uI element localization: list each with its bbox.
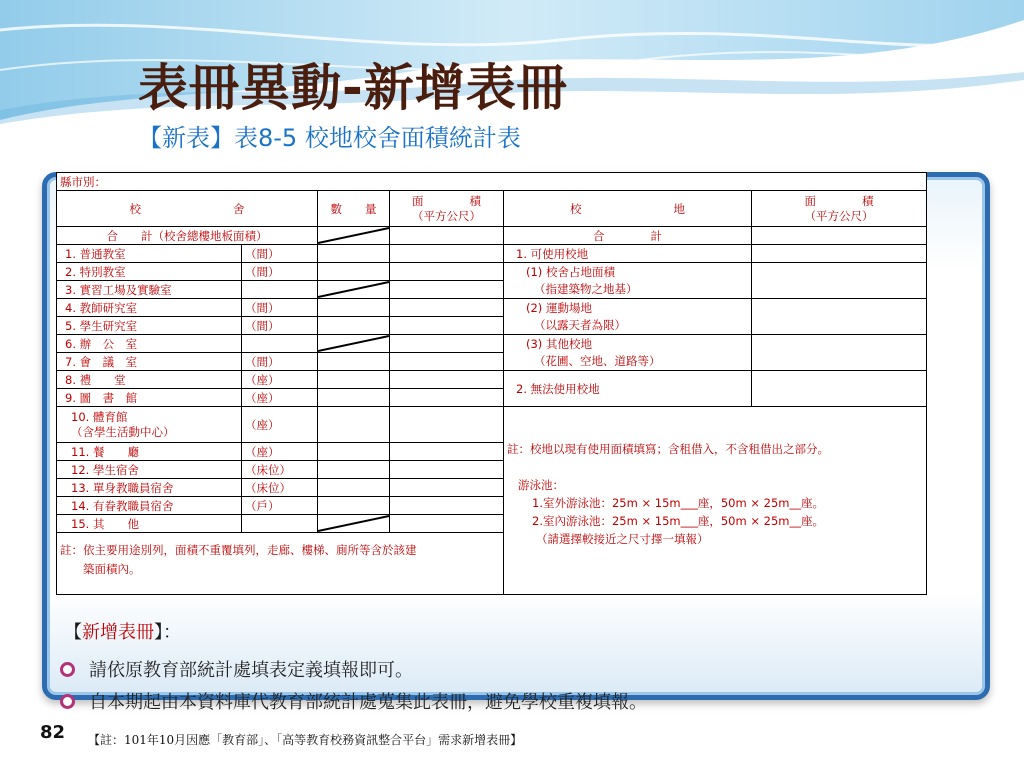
area-cell[interactable] bbox=[390, 497, 504, 515]
page-subtitle: 【新表】表8-5 校地校舍面積統計表 bbox=[138, 124, 521, 152]
new-form-heading bbox=[64, 618, 181, 644]
row-label: 12. 學生宿舍 bbox=[57, 461, 242, 479]
left-total-label: 合 計（校舍總樓地板面積） bbox=[57, 227, 318, 245]
quantity-cell[interactable] bbox=[318, 263, 390, 281]
page-number: 82 bbox=[40, 722, 66, 743]
row-label: 15. 其 他 bbox=[57, 515, 242, 533]
land-row-label: (2) 運動場地 bbox=[504, 299, 752, 317]
land-row-label: (1) 校舍占地面積 bbox=[504, 263, 752, 281]
area-cell[interactable] bbox=[390, 245, 504, 263]
row-unit: （座） bbox=[242, 389, 318, 407]
header-school-land: 校 地 bbox=[504, 191, 752, 227]
area-cell[interactable] bbox=[390, 371, 504, 389]
row-unit: （戶） bbox=[242, 497, 318, 515]
bracket-close: 】： bbox=[154, 622, 181, 643]
row-unit: （床位） bbox=[242, 461, 318, 479]
pool-indoor: 2.室內游泳池：25m × 15m___座，50m × 25m__座。 bbox=[532, 514, 824, 528]
quantity-cell[interactable] bbox=[318, 317, 390, 335]
diagonal-cell bbox=[318, 515, 390, 533]
row-unit: （間） bbox=[242, 353, 318, 371]
land-row-label: 2. 無法使用校地 bbox=[504, 371, 752, 407]
area-cell[interactable] bbox=[390, 515, 504, 533]
quantity-cell[interactable] bbox=[318, 497, 390, 515]
row-unit bbox=[242, 515, 318, 533]
row-label: 7. 會 議 室 bbox=[57, 353, 242, 371]
diagonal-cell bbox=[318, 227, 390, 245]
row-unit: （間） bbox=[242, 299, 318, 317]
header-school-building: 校 舍 bbox=[57, 191, 318, 227]
left-note: 註：依主要用途別列，面積不重覆填列，走廊、樓梯、廁所等含於該建 築面積內。 bbox=[57, 533, 504, 595]
bracket-open: 【 bbox=[64, 622, 82, 643]
row-unit: （座） bbox=[242, 407, 318, 443]
pool-title: 游泳池： bbox=[518, 478, 564, 492]
diagonal-cell bbox=[318, 281, 390, 299]
row-unit: （座） bbox=[242, 443, 318, 461]
row-label: 10. 體育館 （含學生活動中心） bbox=[57, 407, 242, 443]
footnote: 【註：101年10月因應「教育部」、「高等教育校務資訊整合平台」需求新增表冊】 bbox=[88, 733, 523, 747]
header-area-land: 面 積 （平方公尺） bbox=[752, 191, 927, 227]
left-total-area[interactable] bbox=[390, 227, 504, 245]
right-note-cell bbox=[504, 407, 927, 595]
row-label: 13. 單身教職員宿舍 bbox=[57, 479, 242, 497]
quantity-cell[interactable] bbox=[318, 371, 390, 389]
land-row-label: 1. 可使用校地 bbox=[504, 245, 752, 263]
page-title: 表冊異動-新增表冊 bbox=[138, 59, 568, 117]
area-cell[interactable] bbox=[390, 281, 504, 299]
bullet-text: 請依原教育部統計處填表定義填報即可。 bbox=[89, 660, 413, 681]
area-cell[interactable] bbox=[390, 299, 504, 317]
land-area-cell[interactable] bbox=[752, 263, 927, 299]
area-cell[interactable] bbox=[390, 335, 504, 353]
header-area: 面 積 （平方公尺） bbox=[390, 191, 504, 227]
county-label: 縣市別： bbox=[57, 173, 927, 191]
quantity-cell[interactable] bbox=[318, 389, 390, 407]
bullet-item bbox=[60, 656, 413, 682]
quantity-cell[interactable] bbox=[318, 443, 390, 461]
quantity-cell[interactable] bbox=[318, 461, 390, 479]
bullet-text: 自本期起由本資料庫代教育部統計處蒐集此表冊，避免學校重複填報。 bbox=[89, 692, 647, 713]
row-unit: （床位） bbox=[242, 479, 318, 497]
area-cell[interactable] bbox=[390, 353, 504, 371]
bullet-item bbox=[60, 688, 647, 714]
row-label: 11. 餐 廳 bbox=[57, 443, 242, 461]
pool-outdoor: 1.室外游泳池：25m × 15m___座，50m × 25m__座。 bbox=[532, 496, 824, 510]
quantity-cell[interactable] bbox=[318, 407, 390, 443]
area-cell[interactable] bbox=[390, 407, 504, 443]
row-label: 8. 禮 堂 bbox=[57, 371, 242, 389]
quantity-cell[interactable] bbox=[318, 245, 390, 263]
land-row-label: （指建築物之地基） bbox=[504, 281, 752, 299]
bullet-icon bbox=[60, 662, 75, 677]
area-cell[interactable] bbox=[390, 461, 504, 479]
header-quantity: 數 量 bbox=[318, 191, 390, 227]
area-cell[interactable] bbox=[390, 263, 504, 281]
row-unit: （間） bbox=[242, 263, 318, 281]
area-cell[interactable] bbox=[390, 443, 504, 461]
row-label: 4. 教師研究室 bbox=[57, 299, 242, 317]
row-label: 5. 學生研究室 bbox=[57, 317, 242, 335]
area-statistics-table bbox=[56, 172, 927, 595]
area-cell[interactable] bbox=[390, 479, 504, 497]
quantity-cell[interactable] bbox=[318, 353, 390, 371]
right-total-area[interactable] bbox=[752, 227, 927, 245]
quantity-cell[interactable] bbox=[318, 299, 390, 317]
diagonal-cell bbox=[318, 335, 390, 353]
area-cell[interactable] bbox=[390, 389, 504, 407]
right-total-label: 合 計 bbox=[504, 227, 752, 245]
row-label: 2. 特別教室 bbox=[57, 263, 242, 281]
area-cell[interactable] bbox=[390, 317, 504, 335]
pool-note: （請選擇較接近之尺寸擇一填報） bbox=[536, 532, 709, 546]
right-note: 註：校地以現有使用面積填寫；含租借入，不含租借出之部分。 bbox=[507, 442, 829, 456]
row-unit: （間） bbox=[242, 245, 318, 263]
row-label: 1. 普通教室 bbox=[57, 245, 242, 263]
land-area-cell[interactable] bbox=[752, 371, 927, 407]
bullet-icon bbox=[60, 694, 75, 709]
land-area-cell[interactable] bbox=[752, 335, 927, 371]
quantity-cell[interactable] bbox=[318, 479, 390, 497]
row-unit bbox=[242, 281, 318, 299]
row-label: 14. 有眷教職員宿舍 bbox=[57, 497, 242, 515]
row-label: 3. 實習工場及實驗室 bbox=[57, 281, 242, 299]
new-form-label: 新增表冊 bbox=[82, 622, 154, 643]
row-unit bbox=[242, 335, 318, 353]
land-row-label: （以露天者為限） bbox=[504, 317, 752, 335]
land-row-label: （花圃、空地、道路等） bbox=[504, 353, 752, 371]
row-label: 9. 圖 書 館 bbox=[57, 389, 242, 407]
land-area-cell[interactable] bbox=[752, 299, 927, 335]
land-area-cell[interactable] bbox=[752, 245, 927, 263]
land-row-label: (3) 其他校地 bbox=[504, 335, 752, 353]
row-label: 6. 辦 公 室 bbox=[57, 335, 242, 353]
row-unit: （座） bbox=[242, 371, 318, 389]
row-unit: （間） bbox=[242, 317, 318, 335]
